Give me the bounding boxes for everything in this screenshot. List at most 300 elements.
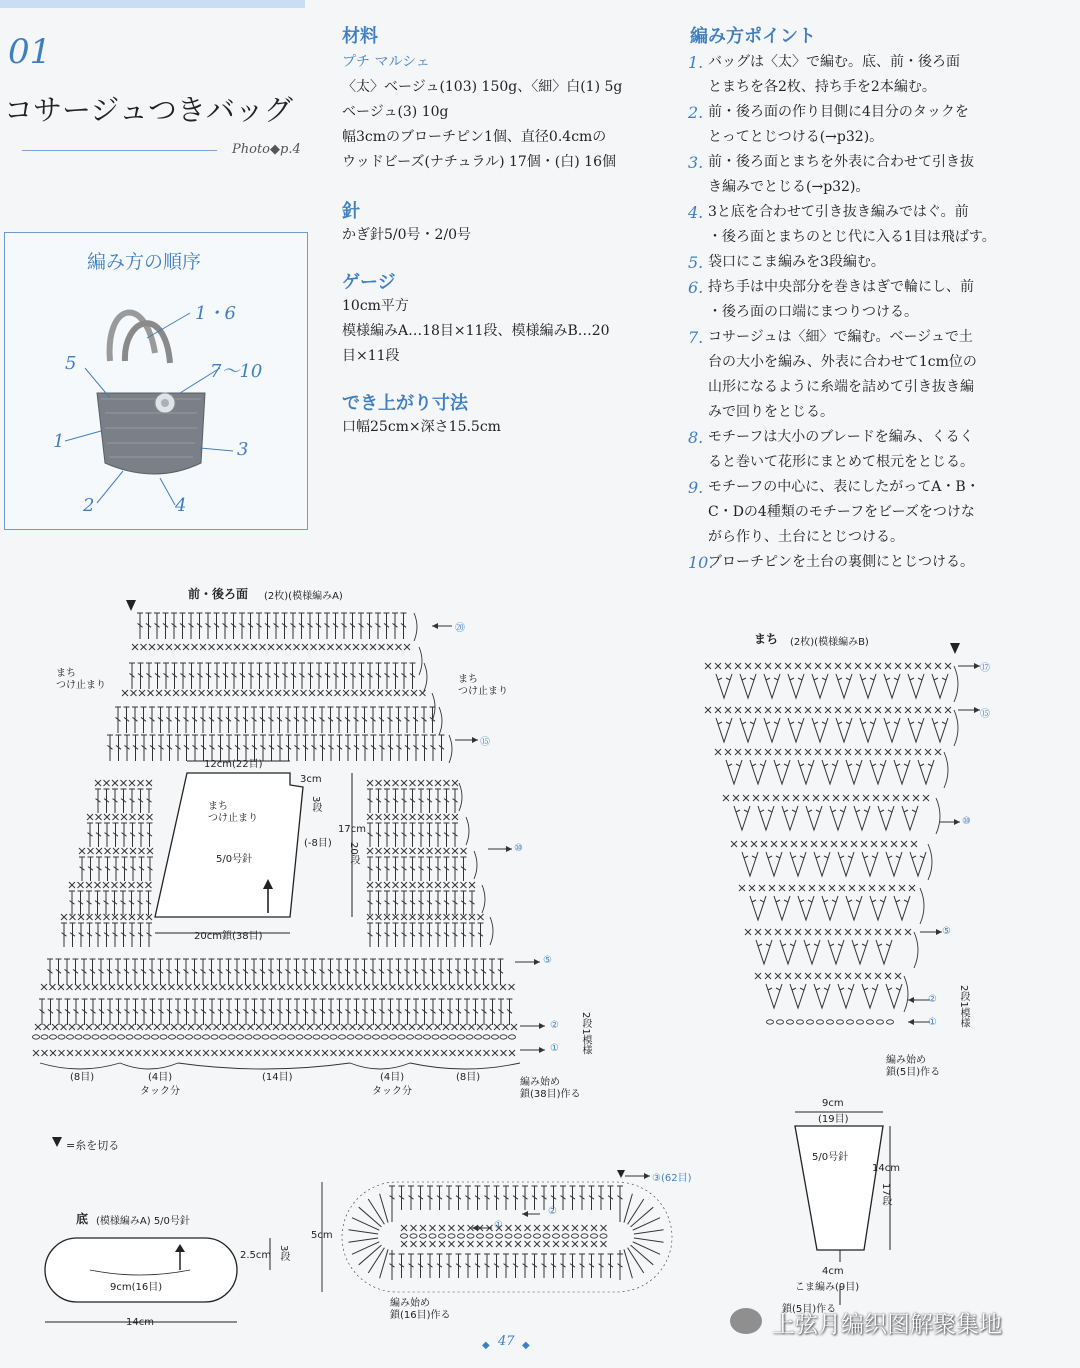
turning-chain <box>414 613 417 641</box>
dc-stitch <box>465 1254 471 1278</box>
materials-brand: プチ マルシェ <box>342 54 430 70</box>
sc-stitch <box>525 1241 531 1247</box>
sc-stitch <box>895 663 901 669</box>
point-text: ブローチピンを土台の裏側にとじつける。 <box>708 554 974 570</box>
sc-stitch <box>146 780 152 786</box>
sc-stitch <box>845 973 851 979</box>
v-stitch-bar <box>816 856 820 858</box>
chain-stitch <box>477 1234 484 1238</box>
sc-stitch <box>401 1225 407 1231</box>
v-stitch-bar <box>854 944 858 946</box>
chain-stitch <box>186 1035 193 1039</box>
gusset-row-1: ① <box>928 1017 937 1028</box>
sc-stitch <box>755 749 761 755</box>
dc-stitch <box>257 663 263 689</box>
dc-stitch <box>421 707 427 733</box>
base-subtitle: (模様編みA) 5/0号針 <box>96 1216 190 1227</box>
sc-stitch <box>891 841 897 847</box>
v-stitch-bar <box>848 856 852 858</box>
sc-stitch <box>855 707 861 713</box>
sc-stitch <box>384 1024 390 1030</box>
sc-stitch <box>735 707 741 713</box>
chain-stitch <box>591 1234 598 1238</box>
dc-stitch <box>282 663 288 689</box>
v-stitch <box>860 674 876 698</box>
v-stitch-bar <box>808 810 812 812</box>
sc-stitch <box>829 885 835 891</box>
sc-stitch <box>360 690 366 696</box>
sc-stitch <box>328 644 334 650</box>
sc-stitch <box>384 780 390 786</box>
dc-stitch <box>121 789 127 813</box>
sc-stitch <box>444 848 450 854</box>
dc-stitch <box>209 959 215 985</box>
v-stitch-bar <box>862 944 866 946</box>
sc-stitch <box>452 848 458 854</box>
sc-stitch <box>228 984 234 990</box>
needle-heading: 針 <box>342 201 360 222</box>
dc-stitch <box>113 823 119 847</box>
sc-stitch <box>424 1050 430 1056</box>
turning-chain <box>449 735 452 763</box>
dc-stitch <box>354 999 360 1025</box>
sc-stitch <box>121 780 127 786</box>
sc-stitch <box>735 749 741 755</box>
chain-stitch <box>483 1035 490 1039</box>
turning-chain <box>954 666 958 702</box>
watermark: 上弦月编织图解聚集地 <box>772 1312 1002 1338</box>
sc-stitch <box>418 882 424 888</box>
sc-stitch <box>503 1024 509 1030</box>
point-text: 前・後ろ面の作り目側に4目分のタックを <box>708 104 969 120</box>
dc-stitch <box>299 613 305 639</box>
gauge-line: 10cm平方 <box>342 298 409 314</box>
dc-stitch <box>422 735 428 761</box>
sc-stitch <box>186 984 192 990</box>
dc-stitch <box>189 663 195 689</box>
sc-stitch <box>821 841 827 847</box>
v-stitch <box>774 760 790 784</box>
sc-stitch <box>61 914 67 920</box>
sc-stitch <box>375 1024 381 1030</box>
row-arrow-head <box>539 1047 545 1053</box>
sc-stitch <box>815 929 821 935</box>
chain-stitch <box>288 1035 295 1039</box>
chain-stitch <box>867 1020 874 1024</box>
sc-stitch <box>785 929 791 935</box>
sc-stitch <box>427 814 433 820</box>
dc-stitch <box>427 789 433 813</box>
v-stitch-bar <box>934 722 938 724</box>
dc-stitch <box>608 1186 614 1210</box>
point-text: 台の大小を編み、外表に合わせて1cm位の <box>708 354 977 370</box>
v-stitch <box>828 940 844 964</box>
sc-stitch <box>288 984 294 990</box>
v-stitch <box>894 896 910 920</box>
points-list <box>690 50 1070 575</box>
dc-stitch <box>192 999 198 1025</box>
chain-stitch <box>169 1035 176 1039</box>
sc-stitch <box>753 795 759 801</box>
v-stitch-bar <box>920 856 924 858</box>
dc-stitch <box>387 707 393 733</box>
dc-stitch <box>464 959 470 985</box>
sc-stitch <box>126 984 132 990</box>
sc-stitch <box>723 795 729 801</box>
materials-heading: 材料 <box>342 26 378 47</box>
dc-stitch <box>146 613 152 639</box>
sc-stitch <box>137 882 143 888</box>
sc-stitch <box>101 1050 107 1056</box>
dc-stitch <box>282 613 288 639</box>
front-top-width: 12cm(22目) <box>204 759 263 770</box>
chain-stitch <box>398 1035 405 1039</box>
front-row-5: ⑤ <box>543 955 552 966</box>
dc-stitch <box>422 999 428 1025</box>
sc-stitch <box>373 1050 379 1056</box>
sc-stitch <box>367 780 373 786</box>
dc-stitch <box>439 999 445 1025</box>
sc-stitch <box>220 1050 226 1056</box>
sc-stitch <box>158 644 164 650</box>
sc-stitch <box>789 885 795 891</box>
sc-stitch <box>945 707 951 713</box>
dc-stitch <box>56 959 62 985</box>
dc-stitch <box>302 707 308 733</box>
sc-stitch <box>262 984 268 990</box>
dc-stitch <box>183 707 189 733</box>
dc-stitch <box>184 735 190 761</box>
front-decrease: (-8目) <box>304 838 332 849</box>
sc-stitch <box>103 882 109 888</box>
v-stitch-bar <box>838 944 842 946</box>
cut-yarn-marker-icon <box>950 643 960 654</box>
dc-stitch <box>379 735 385 761</box>
dc-stitch <box>325 663 331 689</box>
dc-stitch <box>427 1186 433 1210</box>
sc-stitch <box>509 1050 515 1056</box>
sc-stitch <box>188 1024 194 1030</box>
dc-stitch <box>413 735 419 761</box>
dc-stitch <box>175 707 181 733</box>
sc-stitch <box>735 663 741 669</box>
sc-stitch <box>271 984 277 990</box>
dc-stitch <box>141 735 147 761</box>
v-stitch <box>884 718 900 742</box>
v-stitch-bar <box>784 764 788 766</box>
dc-stitch <box>551 1254 557 1278</box>
sc-stitch <box>386 690 392 696</box>
sc-stitch <box>109 984 115 990</box>
v-stitch <box>780 940 796 964</box>
chain-stitch <box>415 1035 422 1039</box>
sc-stitch <box>305 984 311 990</box>
v-stitch-bar <box>774 678 778 680</box>
v-stitch <box>726 760 742 784</box>
sc-stitch <box>42 1050 48 1056</box>
sc-stitch <box>745 749 751 755</box>
dc-stitch <box>413 707 419 733</box>
dc-stitch <box>401 857 407 881</box>
sc-stitch <box>256 1024 262 1030</box>
sc-stitch <box>222 1024 228 1030</box>
sc-stitch <box>95 1024 101 1030</box>
v-stitch <box>806 806 822 830</box>
chain-stitch <box>279 1035 286 1039</box>
sc-stitch <box>163 1024 169 1030</box>
dc-stitch <box>158 959 164 985</box>
materials-line: ウッドビーズ(ナチュラル) 17個・(白) 16個 <box>342 154 616 170</box>
chain-stitch <box>837 1020 844 1024</box>
dc-stitch <box>129 789 135 813</box>
dc-stitch <box>399 1186 405 1210</box>
dc-stitch <box>277 707 283 733</box>
v-stitch-bar <box>776 988 780 990</box>
dc-stitch <box>430 959 436 985</box>
sc-stitch <box>322 1050 328 1056</box>
dc-stitch <box>265 663 271 689</box>
dc-stitch <box>435 923 441 947</box>
dc-stitch <box>350 663 356 689</box>
sc-stitch <box>105 848 111 854</box>
point-text: 山形になるように糸端を詰めて引き抜き編 <box>708 379 974 395</box>
sc-stitch <box>843 795 849 801</box>
sc-stitch <box>129 780 135 786</box>
dc-stitch <box>175 959 181 985</box>
chain-stitch <box>432 1035 439 1039</box>
sc-stitch <box>450 1050 456 1056</box>
sc-stitch <box>75 984 81 990</box>
sc-stitch <box>466 984 472 990</box>
sc-stitch <box>563 1241 569 1247</box>
v-stitch <box>862 852 878 876</box>
sc-stitch <box>915 749 921 755</box>
chain-stitch <box>429 1234 436 1238</box>
v-stitch-bar <box>808 900 812 902</box>
dc-stitch <box>73 999 79 1025</box>
sc-stitch <box>377 690 383 696</box>
sc-stitch <box>180 1024 186 1030</box>
sc-stitch <box>765 973 771 979</box>
point-text: コサージュは〈細〉で編む。ベージュで土 <box>708 329 973 345</box>
sc-stitch <box>492 984 498 990</box>
sc-stitch <box>515 1225 521 1231</box>
sc-stitch <box>251 644 257 650</box>
sc-stitch <box>460 1024 466 1030</box>
size-heading: でき上がり寸法 <box>342 393 468 414</box>
page-number: 47 <box>498 1334 515 1349</box>
v-stitch-bar <box>824 856 828 858</box>
sc-stitch <box>207 690 213 696</box>
point-number: 3. <box>688 153 704 172</box>
front-depth-a-rows: 3段 <box>310 796 321 813</box>
v-stitch-bar <box>784 810 788 812</box>
sc-stitch <box>833 795 839 801</box>
dc-stitch <box>251 707 257 733</box>
sc-stitch <box>477 1024 483 1030</box>
point-text: 袋口にこま編みを3段編む。 <box>708 254 885 270</box>
dc-stitch <box>146 663 152 689</box>
dc-stitch <box>248 663 254 689</box>
sc-stitch <box>214 1024 220 1030</box>
sc-stitch <box>506 1241 512 1247</box>
v-stitch-bar <box>912 856 916 858</box>
dc-stitch <box>175 999 181 1025</box>
sc-stitch <box>553 1241 559 1247</box>
v-stitch-bar <box>816 810 820 812</box>
sc-stitch <box>330 984 336 990</box>
point-text: とってとじつける(→p32)。 <box>708 129 884 145</box>
dc-stitch <box>133 735 139 761</box>
sc-stitch <box>50 1050 56 1056</box>
chain-stitch <box>515 1234 522 1238</box>
header-tab <box>0 0 305 8</box>
sc-stitch <box>367 882 373 888</box>
sc-stitch <box>500 984 506 990</box>
sc-stitch <box>749 885 755 891</box>
sc-stitch <box>572 1225 578 1231</box>
sc-stitch <box>35 1024 41 1030</box>
dc-stitch <box>475 1254 481 1278</box>
sc-stitch <box>845 929 851 935</box>
chain-stitch <box>553 1234 560 1238</box>
sc-stitch <box>104 814 110 820</box>
sc-stitch <box>815 973 821 979</box>
v-stitch-bar <box>920 764 924 766</box>
gusset-row-17: ⑰ <box>980 663 990 674</box>
sc-stitch <box>44 1024 50 1030</box>
sc-stitch <box>387 644 393 650</box>
v-stitch-bar <box>814 722 818 724</box>
callout-1: 1 <box>53 431 65 452</box>
v-stitch-bar <box>800 856 804 858</box>
dc-stitch <box>78 891 84 915</box>
chain-stitch <box>524 1234 531 1238</box>
sc-stitch <box>148 690 154 696</box>
dc-stitch <box>589 1254 595 1278</box>
front-seg-1: (8目) <box>70 1072 95 1083</box>
dc-stitch <box>513 1186 519 1210</box>
front-inner-note: まち つけ止まり <box>208 801 258 824</box>
sc-stitch <box>771 841 777 847</box>
dc-stitch <box>273 613 279 639</box>
v-stitch-bar <box>774 722 778 724</box>
sc-stitch <box>895 973 901 979</box>
sc-stitch <box>458 984 464 990</box>
v-stitch-bar <box>776 764 780 766</box>
sc-stitch <box>254 1050 260 1056</box>
v-stitch <box>830 806 846 830</box>
dc-stitch <box>96 823 102 847</box>
point-line <box>690 450 1070 475</box>
sc-stitch <box>439 1241 445 1247</box>
sc-stitch <box>143 984 149 990</box>
dc-stitch <box>452 891 458 915</box>
v-stitch <box>918 760 934 784</box>
dc-stitch <box>277 959 283 985</box>
dc-stitch <box>444 789 450 813</box>
dc-stitch <box>183 959 189 985</box>
dc-stitch <box>384 613 390 639</box>
dc-stitch <box>138 663 144 689</box>
sc-stitch <box>299 1024 305 1030</box>
point-text: モチーフの中心に、表にしたがってA・B・ <box>708 479 980 495</box>
dc-stitch <box>452 789 458 813</box>
sc-stitch <box>362 644 368 650</box>
sc-stitch <box>152 984 158 990</box>
v-stitch-bar <box>928 764 932 766</box>
sc-stitch <box>458 1050 464 1056</box>
sc-stitch <box>112 882 118 888</box>
sc-stitch <box>237 1050 243 1056</box>
dc-stitch <box>149 707 155 733</box>
sc-stitch <box>793 795 799 801</box>
sc-stitch <box>120 882 126 888</box>
dc-stitch <box>437 1254 443 1278</box>
v-stitch-bar <box>814 678 818 680</box>
v-stitch <box>740 674 756 698</box>
dc-stitch <box>231 613 237 639</box>
end-dc-stitch <box>631 1207 654 1227</box>
sc-stitch <box>449 984 455 990</box>
dc-stitch <box>192 959 198 985</box>
dc-stitch <box>217 707 223 733</box>
point-line <box>690 175 1070 200</box>
end-dc-stitch <box>633 1242 660 1254</box>
dc-stitch <box>286 999 292 1025</box>
v-stitch-bar <box>798 722 802 724</box>
sc-stitch <box>195 1050 201 1056</box>
sc-stitch <box>895 749 901 755</box>
dc-stitch <box>107 735 113 761</box>
sc-stitch <box>292 690 298 696</box>
photo-reference: Photo◆p.4 <box>232 142 301 157</box>
sc-stitch <box>496 1241 502 1247</box>
sc-stitch <box>805 749 811 755</box>
sc-stitch <box>785 707 791 713</box>
dc-stitch <box>456 999 462 1025</box>
v-stitch-bar <box>896 856 900 858</box>
sc-stitch <box>869 885 875 891</box>
sc-stitch <box>506 1225 512 1231</box>
needle-text: かぎ針5/0号・2/0号 <box>342 227 472 243</box>
chain-stitch <box>534 1234 541 1238</box>
dc-stitch <box>498 999 504 1025</box>
sc-stitch <box>169 1050 175 1056</box>
v-stitch-bar <box>782 944 786 946</box>
sc-stitch <box>129 882 135 888</box>
dc-stitch <box>388 735 394 761</box>
sc-stitch <box>452 1024 458 1030</box>
sc-stitch <box>478 914 484 920</box>
point-text: 3と底を合わせて引き抜き編みではぐ。前 <box>708 204 969 220</box>
dc-stitch <box>121 923 127 947</box>
sc-stitch <box>135 1050 141 1056</box>
v-stitch <box>846 760 862 784</box>
point-text: がら作り、土台にとじつける。 <box>708 529 904 545</box>
chain-stitch <box>410 1234 417 1238</box>
dc-stitch <box>384 789 390 813</box>
sc-stitch <box>905 929 911 935</box>
v-stitch-bar <box>752 900 756 902</box>
sc-stitch <box>795 663 801 669</box>
point-text: バッグは〈太〉で編む。底、前・後ろ面 <box>708 54 960 70</box>
point-number: 2. <box>688 103 704 122</box>
dc-stitch <box>166 707 172 733</box>
dc-stitch <box>418 891 424 915</box>
dc-stitch <box>129 891 135 915</box>
dc-stitch <box>452 923 458 947</box>
